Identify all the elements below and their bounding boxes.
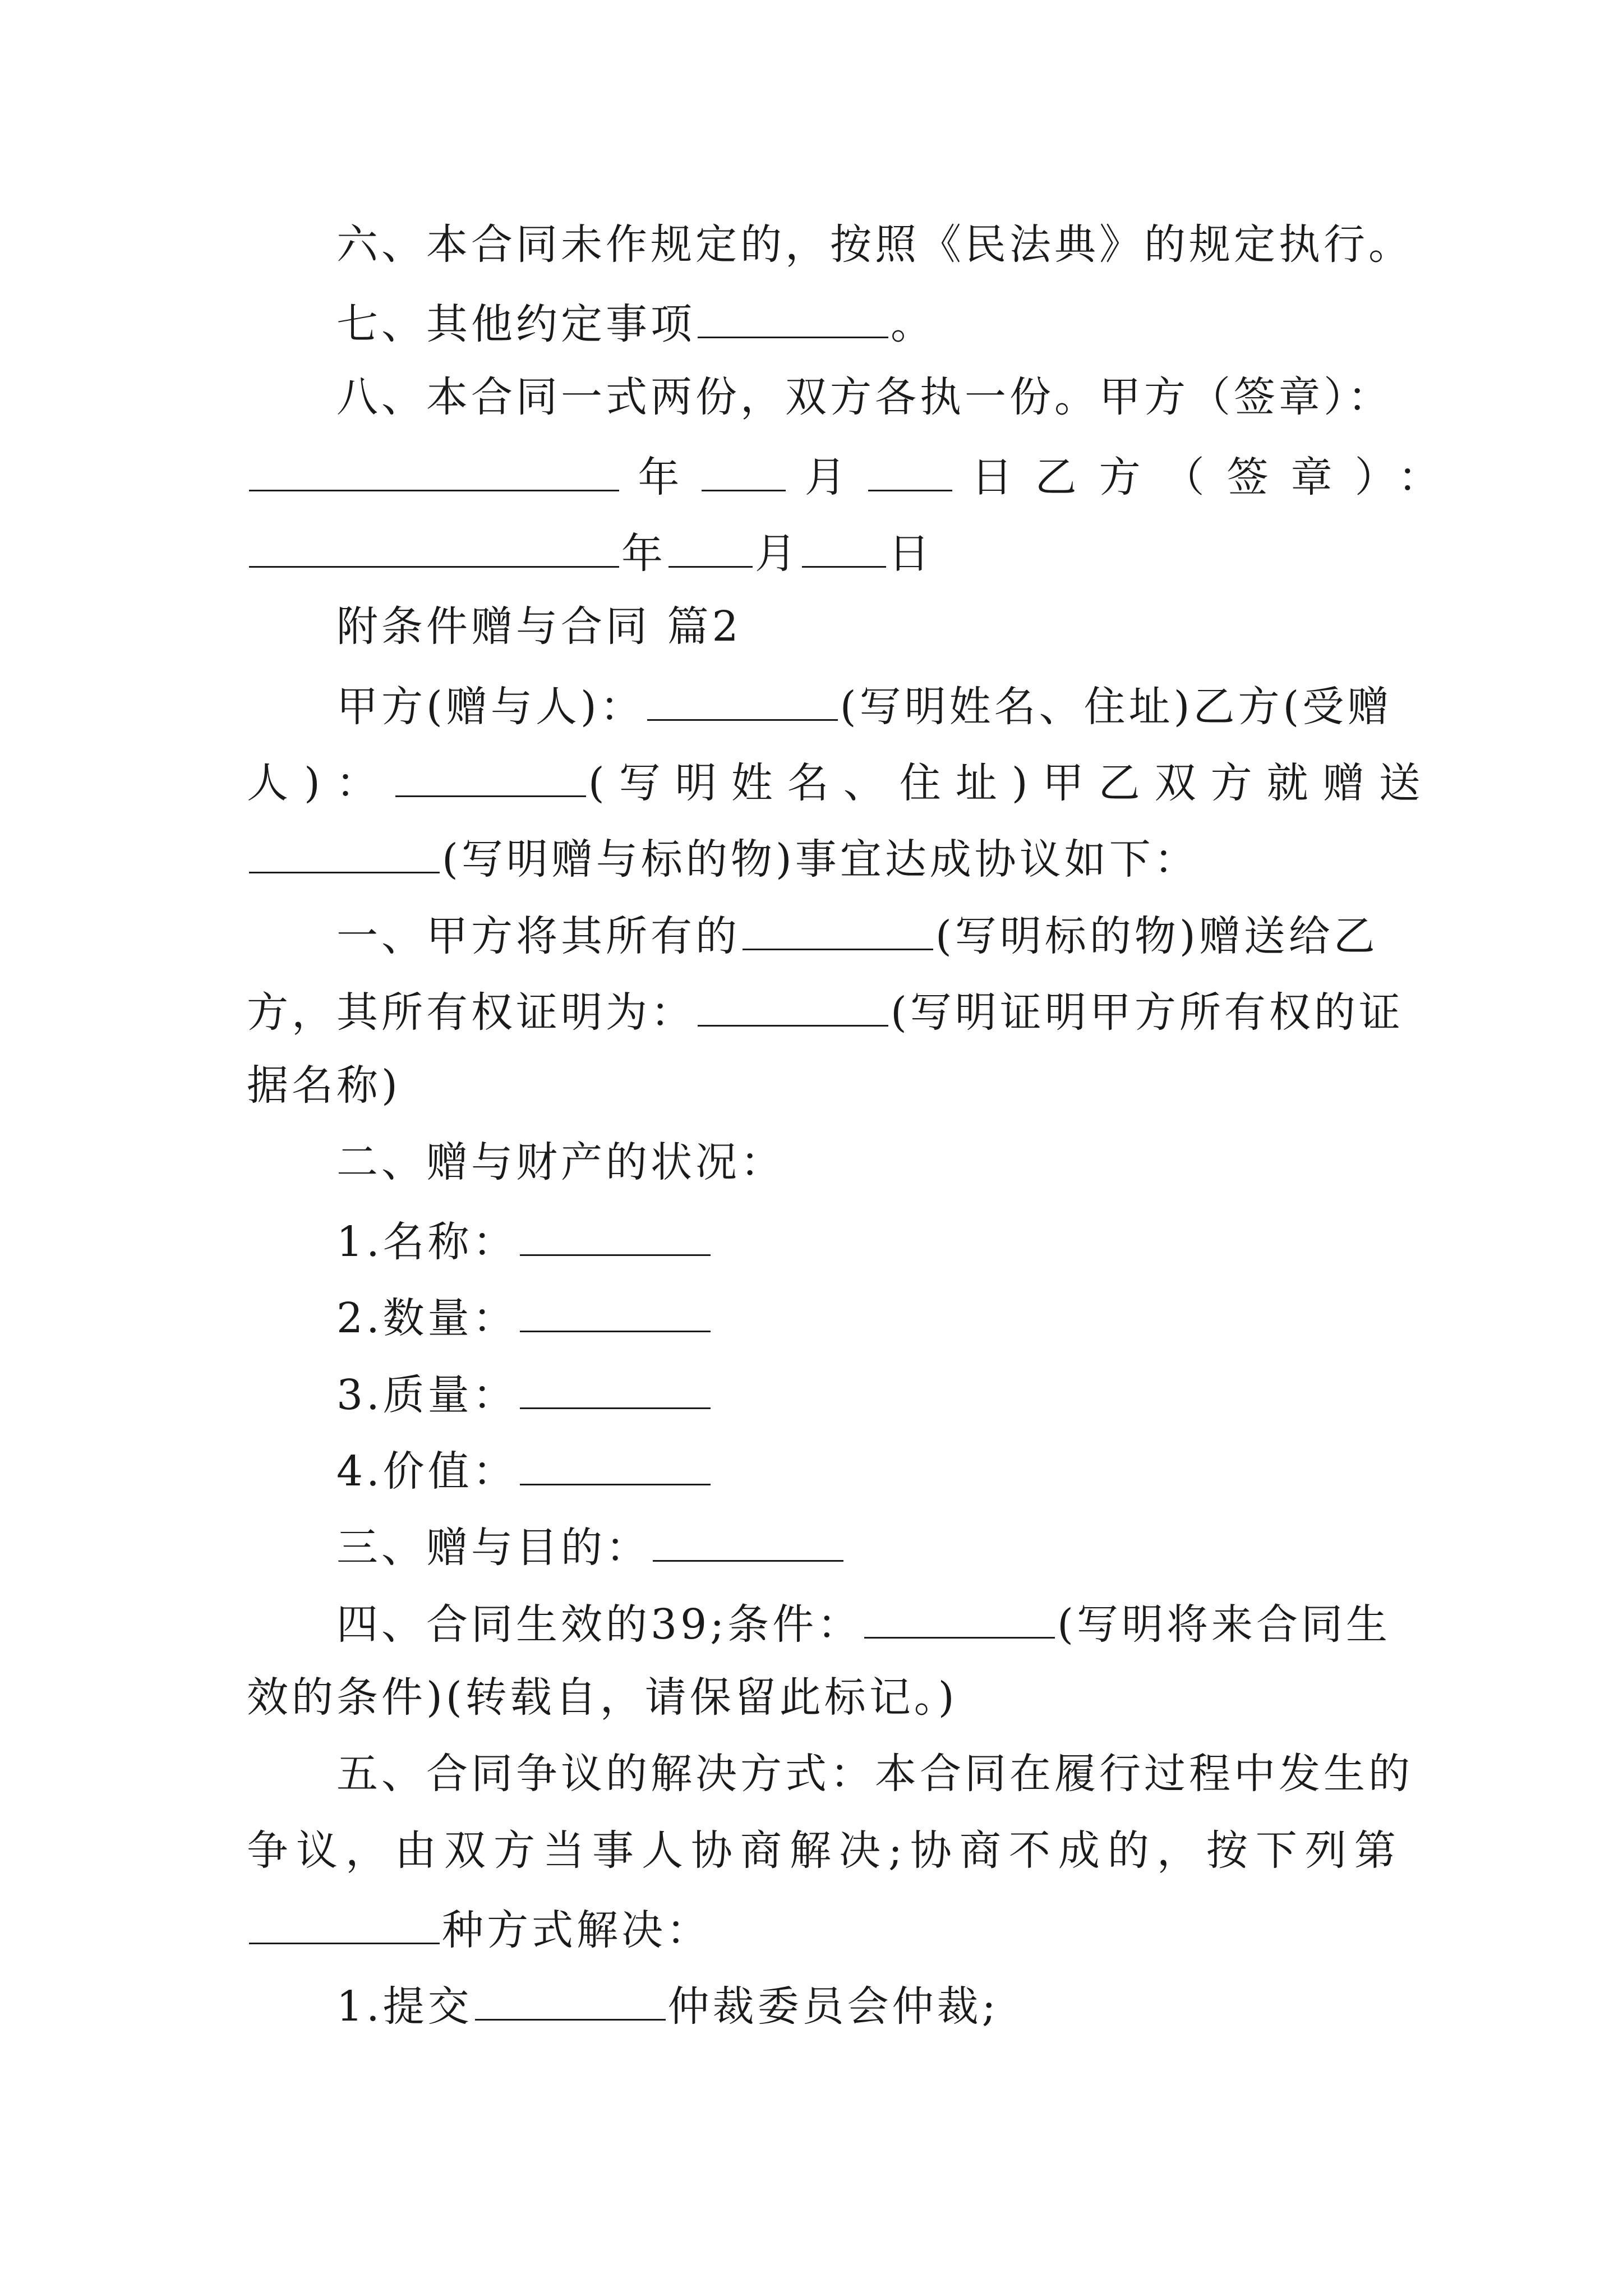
blank-gift-subject[interactable] [249,828,440,873]
blank-donee[interactable] [395,752,586,797]
blank-other-matters[interactable] [698,293,888,338]
blank-purpose[interactable] [653,1516,843,1562]
blank-quality[interactable] [520,1364,711,1409]
blank-day[interactable] [868,446,952,491]
item-quality: 3.质量： [247,1364,1391,1420]
blank-method-number[interactable] [249,1899,440,1944]
clause-5: 五、合同争议的解决方式：本合同在履行过程中发生的 [336,1750,1413,1798]
blank-ownership-proof[interactable] [698,981,888,1027]
ownership-line-cont: 据名称) [247,1061,401,1110]
clause-7: 七、其他约定事项 。 [247,293,1391,349]
party-b-line: 人)： (写明姓名、住址)甲乙双方就赠送 [247,752,1391,808]
clause-5-method: 种方式解决： [247,1899,1391,1955]
blank-arbitration-committee[interactable] [475,1975,666,2021]
item-name: 1.名称： [247,1211,1391,1267]
blank-donor[interactable] [647,675,838,721]
method-1: 1.提交 仲裁委员会仲裁; [247,1975,1391,2031]
item-quantity: 2.数量： [247,1287,1391,1343]
clause-6: 六、本合同未作规定的，按照《民法典》的规定执行。 [336,220,1413,269]
item-value: 4.价值： [247,1440,1391,1496]
blank-month-b[interactable] [668,522,753,568]
blank-quantity[interactable] [520,1287,711,1332]
section-heading: 附条件赠与合同 篇2 [336,602,742,651]
clause-2: 二、赠与财产的状况： [336,1138,785,1186]
blank-subject-matter[interactable] [743,905,933,950]
clause-4-cont: 效的条件)(转载自，请保留此标记。) [247,1673,958,1722]
subject-line: (写明赠与标的物)事宜达成协议如下： [247,828,1391,884]
blank-day-b[interactable] [802,522,886,568]
clause-1: 一、甲方将其所有的 (写明标的物)赠送给乙 [247,905,1391,961]
blank-effective-condition[interactable] [864,1593,1055,1639]
party-b-signature-date: 年 月 日 [247,522,1391,578]
clause-4: 四、合同生效的39;条件： (写明将来合同生 [247,1593,1391,1649]
party-a-line: 甲方(赠与人)： (写明姓名、住址)乙方(受赠 [247,675,1391,731]
blank-party-a-signature[interactable] [249,446,619,491]
party-a-signature-date: 年 月 日乙方（签章）： [247,446,1391,502]
clause-8: 八、本合同一式两份，双方各执一份。甲方（签章）： [336,373,1393,421]
blank-party-b-signature[interactable] [249,522,619,568]
blank-value[interactable] [520,1440,711,1485]
ownership-line: 方，其所有权证明为： (写明证明甲方所有权的证 [247,981,1391,1037]
blank-name[interactable] [520,1211,711,1256]
blank-month[interactable] [702,446,786,491]
clause-3: 三、赠与目的： [247,1516,1391,1572]
clause-5-cont: 争议，由双方当事人协商解决;协商不成的，按下列第 [247,1826,1404,1875]
